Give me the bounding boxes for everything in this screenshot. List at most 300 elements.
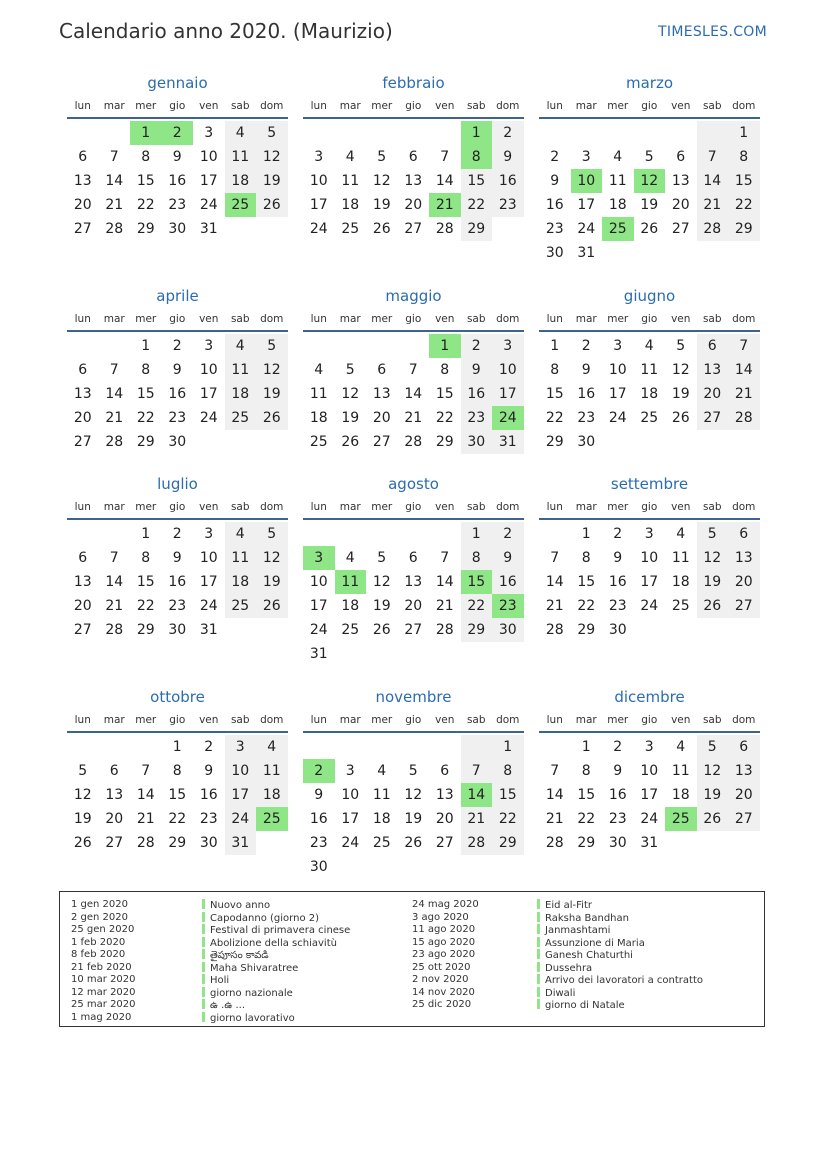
weekday-label: gio [641,714,658,726]
day-cell: 12 [697,546,729,570]
day-cell: 16 [168,574,187,590]
legend-holiday-name: తైపూసం కావడి [210,950,269,961]
day-cell: 4 [644,338,654,354]
day-cell: 15 [728,169,760,193]
weekday-label: ven [435,313,455,325]
holiday-day-cell: 15 [461,570,493,594]
day-cell: 3 [204,526,214,542]
weekday-label: mar [339,313,361,325]
empty-cell [335,121,367,145]
day-cell: 21 [136,811,155,827]
day-cell: 17 [341,811,360,827]
legend-holiday-name: Arrivo dei lavoratori a contratto [545,975,704,986]
day-cell: 3 [204,125,214,141]
day-cell: 8 [550,362,560,378]
day-cell: 21 [105,197,124,213]
empty-cell [429,522,461,546]
day-cell: 5 [697,735,729,759]
legend-holiday [202,999,350,1012]
weekday-label: ven [199,100,219,112]
day-cell: 27 [728,594,760,618]
legend-holiday-name: Abolizione della schiavitù [210,937,337,949]
header-rule [67,731,288,733]
day-cell: 8 [141,362,151,378]
day-cell: 5 [256,522,288,546]
day-cell: 12 [372,574,391,590]
day-cell: 19 [697,783,729,807]
day-cell: 10 [640,763,659,779]
day-cell: 4 [225,522,257,546]
day-cell: 4 [345,550,355,566]
day-cell: 17 [199,173,218,189]
day-cell: 10 [640,550,659,566]
legend-col1-dates [71,899,136,1024]
empty-cell [335,522,367,546]
legend-col1-names [202,899,350,1024]
header-rule [539,330,760,332]
day-cell: 27 [728,807,760,831]
empty-cell [634,121,666,145]
day-cell: 19 [404,811,423,827]
legend-date: 24 mag 2020 [412,899,479,910]
day-cell: 31 [309,646,328,662]
day-cell: 15 [577,574,596,590]
holiday-marker [202,962,205,972]
weekday-header [303,311,524,327]
day-cell: 6 [697,334,729,358]
day-cell: 17 [225,783,257,807]
day-cell: 16 [199,787,218,803]
weekday-label: mar [339,501,361,513]
day-cell: 18 [640,386,659,402]
holiday-day-cell: 23 [492,594,524,618]
day-cell: 7 [728,334,760,358]
weekday-label: sab [230,501,250,513]
month-luglio [67,475,288,642]
weekday-label: lun [310,313,327,325]
day-cell: 4 [225,334,257,358]
legend-holiday-name: Maha Shivaratree [210,962,299,974]
day-cell: 2 [550,149,560,165]
day-cell: 16 [309,811,328,827]
day-cell: 21 [728,382,760,406]
day-cell: 9 [172,149,182,165]
day-cell: 9 [172,362,182,378]
empty-cell [366,121,398,145]
empty-cell [461,735,493,759]
day-cell: 23 [577,410,596,426]
day-cell: 4 [676,739,686,755]
day-cell: 22 [136,410,155,426]
day-cell: 9 [172,550,182,566]
weekday-label: ven [199,313,219,325]
day-cell: 30 [199,835,218,851]
day-cell: 14 [545,787,564,803]
day-cell: 12 [404,787,423,803]
day-cell: 12 [256,145,288,169]
weekday-label: mar [575,501,597,513]
legend-holiday [537,899,703,912]
header-rule [303,518,524,520]
day-cell: 20 [404,598,423,614]
empty-cell [67,522,99,546]
day-cell: 25 [640,410,659,426]
day-cell: 2 [581,338,591,354]
day-cell: 22 [461,594,493,618]
day-cell: 8 [172,763,182,779]
day-cell: 16 [168,173,187,189]
empty-cell [571,121,603,145]
day-cell: 13 [73,173,92,189]
day-cell: 27 [105,835,124,851]
weekday-label: gio [641,313,658,325]
day-cell: 26 [256,406,288,430]
day-cell: 28 [545,622,564,638]
day-cell: 24 [225,807,257,831]
day-cell: 27 [73,221,92,237]
day-cell: 23 [168,410,187,426]
day-cell: 13 [404,173,423,189]
day-cell: 11 [225,546,257,570]
weekday-label: mer [607,501,629,513]
day-cell: 23 [168,197,187,213]
legend-date: 14 nov 2020 [412,986,475,998]
weekday-label: lun [546,100,563,112]
day-cell: 11 [671,763,690,779]
holiday-marker [537,999,540,1009]
day-cell: 28 [105,221,124,237]
weekday-label: mer [135,100,157,112]
holiday-marker [537,949,540,959]
weekday-label: dom [732,501,756,513]
holiday-marker [537,924,540,934]
day-cell: 23 [492,193,524,217]
legend-date: 1 mag 2020 [71,1011,132,1023]
day-cell: 5 [408,763,418,779]
weekday-header [539,499,760,515]
weekday-label: mar [575,100,597,112]
day-cell: 18 [608,197,627,213]
day-cell: 3 [581,149,591,165]
day-cell: 25 [225,406,257,430]
day-cell: 10 [199,362,218,378]
legend-holiday [202,937,350,950]
day-cell: 21 [545,811,564,827]
holiday-marker [202,912,205,922]
day-cell: 11 [640,362,659,378]
day-cell: 1 [141,338,151,354]
day-cell: 2 [204,739,214,755]
day-cell: 18 [341,598,360,614]
holiday-day-cell: 25 [256,807,288,831]
day-cell: 28 [545,835,564,851]
day-cell: 10 [309,574,328,590]
legend-date: 11 ago 2020 [412,924,476,935]
legend-holiday [537,949,703,962]
empty-cell [429,121,461,145]
day-cell: 29 [492,831,524,855]
weekday-label: ven [671,313,691,325]
day-cell: 18 [309,410,328,426]
day-cell: 19 [372,598,391,614]
header-rule [67,330,288,332]
day-cell: 22 [136,197,155,213]
day-cell: 5 [644,149,654,165]
day-cell: 13 [728,759,760,783]
day-cell: 30 [608,622,627,638]
month-gennaio [67,74,288,241]
day-cell: 18 [671,787,690,803]
empty-cell [303,334,335,358]
empty-cell [429,735,461,759]
day-cell: 13 [105,787,124,803]
day-cell: 21 [545,598,564,614]
day-cell: 19 [256,570,288,594]
day-cell: 6 [676,149,686,165]
day-cell: 11 [225,145,257,169]
legend-holiday-name: Diwali [545,987,576,999]
day-cell: 28 [105,434,124,450]
day-grid [539,735,760,855]
day-cell: 18 [225,382,257,406]
day-cell: 14 [404,386,423,402]
weekday-label: mar [103,100,125,112]
day-cell: 29 [461,217,493,241]
day-cell: 31 [640,835,659,851]
day-cell: 16 [168,386,187,402]
day-cell: 11 [256,759,288,783]
day-cell: 28 [435,622,454,638]
day-cell: 25 [671,598,690,614]
legend-holiday [202,987,350,1000]
day-cell: 24 [199,197,218,213]
holiday-day-cell: 25 [602,217,634,241]
day-cell: 20 [105,811,124,827]
day-cell: 21 [461,807,493,831]
day-cell: 1 [728,121,760,145]
brand-link[interactable]: TIMESLES.COM [658,24,767,40]
day-cell: 3 [644,526,654,542]
month-name: aprile [156,287,199,305]
day-cell: 12 [671,362,690,378]
day-cell: 26 [697,594,729,618]
empty-cell [335,334,367,358]
day-cell: 29 [577,835,596,851]
day-cell: 11 [671,550,690,566]
weekday-label: dom [260,100,284,112]
legend-date: 25 ott 2020 [412,961,471,973]
day-grid [67,735,288,855]
empty-cell [303,735,335,759]
month-settembre [539,475,760,642]
empty-cell [539,121,571,145]
legend-holiday [537,924,703,937]
day-cell: 26 [256,594,288,618]
weekday-header [303,98,524,114]
day-cell: 23 [545,221,564,237]
legend-holiday-name: giorno nazionale [210,987,293,999]
day-cell: 5 [78,763,88,779]
day-cell: 9 [550,173,560,189]
holiday-marker [202,1012,205,1022]
day-cell: 23 [199,811,218,827]
day-cell: 12 [256,546,288,570]
weekday-label: sab [702,714,722,726]
day-cell: 1 [581,739,591,755]
month-name: maggio [385,287,442,305]
holiday-day-cell: 12 [634,169,666,193]
legend-holiday-name: Festival di primavera cinese [210,925,351,936]
day-cell: 6 [377,362,387,378]
weekday-label: lun [546,313,563,325]
day-cell: 10 [199,550,218,566]
legend-date: 21 feb 2020 [71,961,132,973]
day-cell: 21 [105,410,124,426]
weekday-label: gio [169,100,186,112]
weekday-header [67,98,288,114]
day-cell: 7 [109,550,119,566]
month-dicembre [539,688,760,855]
day-cell: 11 [372,787,391,803]
day-cell: 13 [671,173,690,189]
day-cell: 5 [256,334,288,358]
day-cell: 2 [172,338,182,354]
legend-col2-names [537,899,703,1012]
day-cell: 24 [199,598,218,614]
day-cell: 12 [697,759,729,783]
day-cell: 19 [341,410,360,426]
day-cell: 29 [435,434,454,450]
weekday-label: lun [546,714,563,726]
legend-holiday [202,912,350,925]
day-cell: 15 [136,386,155,402]
weekday-label: gio [405,313,422,325]
weekday-label: sab [702,501,722,513]
header-rule [67,518,288,520]
day-cell: 6 [408,550,418,566]
legend-holiday [537,912,703,925]
day-cell: 30 [545,245,564,261]
day-cell: 17 [608,386,627,402]
month-aprile [67,287,288,454]
weekday-label: gio [405,714,422,726]
day-cell: 26 [372,622,391,638]
legend-date: 2 gen 2020 [71,911,129,923]
month-name: dicembre [614,688,685,706]
day-cell: 22 [728,193,760,217]
day-cell: 2 [461,334,493,358]
day-cell: 6 [408,149,418,165]
weekday-label: lun [74,100,91,112]
holiday-marker [202,974,205,984]
holiday-day-cell: 25 [225,193,257,217]
day-cell: 1 [141,526,151,542]
weekday-label: lun [74,714,91,726]
legend-holiday-name: Eid al-Fitr [545,900,592,911]
day-cell: 18 [256,783,288,807]
day-cell: 22 [492,807,524,831]
weekday-header [539,311,760,327]
day-cell: 17 [492,382,524,406]
holiday-marker [202,937,205,947]
empty-cell [539,735,571,759]
day-cell: 26 [73,835,92,851]
day-cell: 27 [697,406,729,430]
day-cell: 17 [640,574,659,590]
day-cell: 16 [608,574,627,590]
empty-cell [303,522,335,546]
day-cell: 29 [728,217,760,241]
empty-cell [398,735,430,759]
day-cell: 4 [345,149,355,165]
day-cell: 28 [697,217,729,241]
day-cell: 8 [492,759,524,783]
day-cell: 16 [492,570,524,594]
day-cell: 6 [109,763,119,779]
legend-holiday [202,899,350,912]
holiday-day-cell: 24 [492,406,524,430]
weekday-label: mer [371,501,393,513]
day-cell: 18 [372,811,391,827]
header-rule [539,731,760,733]
legend-holiday-name: ఉ .ఉ ... [210,1000,246,1011]
day-cell: 15 [136,173,155,189]
day-cell: 29 [577,622,596,638]
holiday-marker [537,899,540,909]
day-cell: 7 [440,149,450,165]
weekday-label: mar [103,313,125,325]
day-cell: 12 [372,173,391,189]
empty-cell [665,121,697,145]
legend-holiday [202,1012,350,1025]
day-grid [67,121,288,241]
day-cell: 9 [581,362,591,378]
weekday-label: dom [260,313,284,325]
day-cell: 27 [671,221,690,237]
weekday-label: mer [135,714,157,726]
day-cell: 9 [613,550,623,566]
day-cell: 12 [256,358,288,382]
day-cell: 8 [461,546,493,570]
weekday-label: dom [496,714,520,726]
day-cell: 13 [728,546,760,570]
legend-date: 25 dic 2020 [412,999,472,1010]
day-cell: 16 [492,169,524,193]
day-cell: 12 [341,386,360,402]
empty-cell [99,735,131,759]
day-cell: 29 [168,835,187,851]
day-cell: 7 [550,550,560,566]
holiday-day-cell: 21 [429,193,461,217]
month-name: ottobre [150,688,205,706]
weekday-label: ven [435,714,455,726]
weekday-label: sab [466,501,486,513]
legend-holiday-name: Holi [210,975,230,986]
holiday-day-cell: 25 [665,807,697,831]
day-cell: 14 [435,574,454,590]
weekday-label: lun [546,501,563,513]
day-cell: 6 [78,362,88,378]
weekday-label: gio [641,100,658,112]
day-cell: 4 [613,149,623,165]
day-cell: 8 [440,362,450,378]
day-cell: 28 [728,406,760,430]
day-cell: 13 [697,358,729,382]
day-cell: 24 [577,221,596,237]
legend-holiday [202,949,350,962]
day-cell: 2 [613,739,623,755]
day-cell: 27 [372,434,391,450]
